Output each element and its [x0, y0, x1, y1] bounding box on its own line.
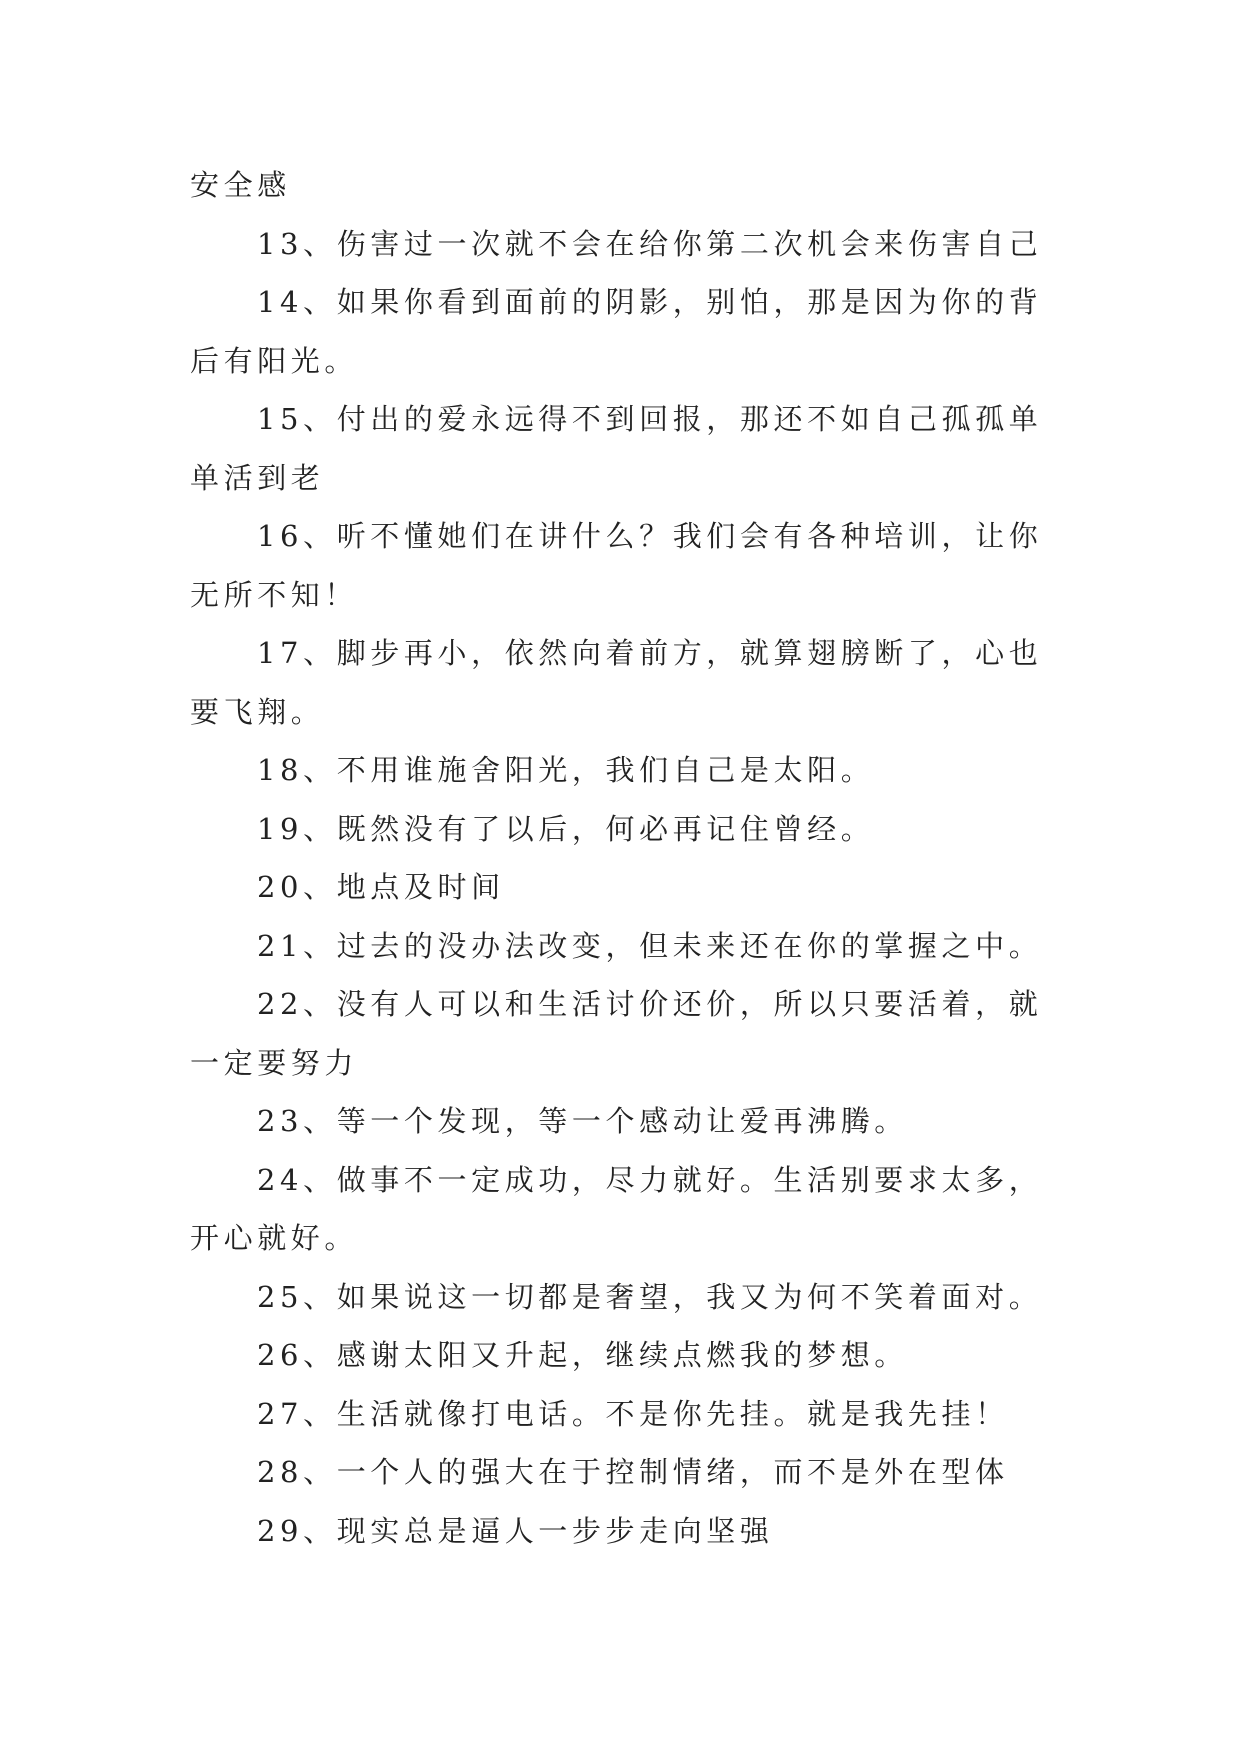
- paragraph-24: 24、做事不一定成功，尽力就好。生活别要求太多，开心就好。: [190, 1162, 1043, 1255]
- paragraph-17: 17、脚步再小，依然向着前方，就算翅膀断了，心也要飞翔。: [190, 636, 1043, 729]
- paragraph-26: 26、感谢太阳又升起，继续点燃我的梦想。: [257, 1338, 908, 1372]
- document-body: [190, 156, 1060, 1560]
- paragraph-28: 28、一个人的强大在于控制情绪，而不是外在型体: [257, 1455, 1009, 1489]
- paragraph-15: 15、付出的爱永远得不到回报，那还不如自己孤孤单单活到老: [190, 402, 1043, 495]
- paragraph-22: 22、没有人可以和生活讨价还价，所以只要活着，就一定要努力: [190, 987, 1043, 1080]
- paragraph-29: 29、现实总是逼人一步步走向坚强: [257, 1513, 774, 1548]
- paragraph-18: 18、不用谁施舍阳光，我们自己是太阳。: [257, 753, 875, 787]
- paragraph-20: 20、地点及时间: [257, 870, 505, 904]
- paragraph-27: 27、生活就像打电话。不是你先挂。就是我先挂！: [257, 1396, 1009, 1431]
- paragraph-21: 21、过去的没办法改变，但未来还在你的掌握之中。: [257, 928, 1043, 963]
- paragraph-14: 14、如果你看到面前的阴影，别怕，那是因为你的背后有阳光。: [190, 285, 1043, 378]
- paragraph-16: 16、听不懂她们在讲什么？我们会有各种培训，让你无所不知！: [190, 519, 1043, 612]
- paragraph-19: 19、既然没有了以后，何必再记住曾经。: [257, 811, 875, 846]
- paragraph-continuation: 安全感: [190, 168, 291, 202]
- paragraph-13: 13、伤害过一次就不会在给你第二次机会来伤害自己: [257, 226, 1043, 261]
- paragraph-23: 23、等一个发现，等一个感动让爱再沸腾。: [257, 1104, 908, 1138]
- paragraph-25: 25、如果说这一切都是奢望，我又为何不笑着面对。: [257, 1279, 1043, 1314]
